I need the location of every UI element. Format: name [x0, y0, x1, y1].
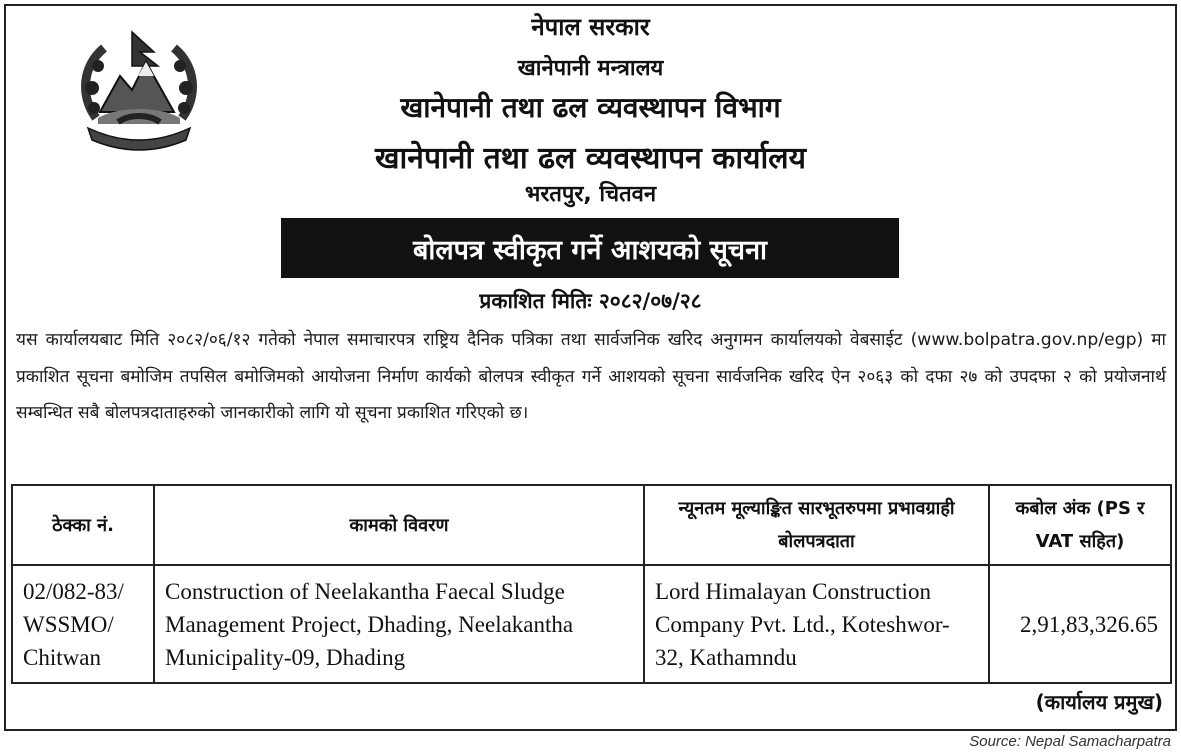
cell-bid-amount: 2,91,83,326.65 [989, 565, 1171, 683]
source-credit: Source: Nepal Samacharpatra [969, 733, 1171, 750]
header-bidder: न्यूनतम मूल्याङ्कित सारभूतरुपमा प्रभावग्राही बोलपत्रदाता [644, 485, 989, 565]
cell-work-description: Construction of Neelakantha Faecal Sludge Management Project, Dhading, Neelakantha Municipality-09, Dhading [154, 565, 644, 683]
header-bid-amount: कबोल अंक (PS र VAT सहित) [989, 485, 1171, 565]
published-date: प्रकाशित मितिः २०८२/०७/२८ [479, 289, 702, 313]
office-location: भरतपुर, चितवन [524, 182, 657, 207]
department-name: खानेपानी तथा ढल व्यवस्थापन विभाग [400, 91, 781, 124]
notice-title: बोलपत्र स्वीकृत गर्ने आशयको सूचना [281, 218, 899, 278]
award-table [11, 484, 1172, 684]
header-contract-no: ठेक्का नं. [12, 485, 154, 565]
table-header-row [12, 485, 1171, 565]
cell-bidder: Lord Himalayan Construction Company Pvt. Ltd., Koteshwor-32, Kathamndu [644, 565, 989, 683]
header-work-description: कामको विवरण [154, 485, 644, 565]
notice-body: यस कार्यालयबाट मिति २०८२/०६/१२ गतेको नेपाल समाचारपत्र राष्ट्रिय दैनिक पत्रिका तथा सार्वजनिक खरिद अनुगमन कार्यालयको वेबसाईट (www.bolpatra.gov.np/egp) मा प्रकाशित सूचना बमोजिम तपसिल बमोजिमको आयोजना निर्माण कार्यको बोलपत्र स्वीकृत गर्ने आशयको सूचना सार्वजनिक खरिद ऐन २०६३ को दफा २७ को उपदफा २ को प्रयोजनार्थ सम्बन्धित सबै बोलपत्रदाताहरुको जानकारीको लागि यो सूचना प्रकाशित गरिएको छ। [16, 330, 1166, 423]
cell-contract-no: 02/082-83/ WSSMO/ Chitwan [12, 565, 154, 683]
signature-label: (कार्यालय प्रमुख) [1035, 690, 1163, 714]
table-row [12, 565, 1171, 683]
office-name: खानेपानी तथा ढल व्यवस्थापन कार्यालय [375, 141, 806, 176]
ministry-name: खानेपानी मन्त्रालय [517, 56, 664, 81]
government-name: नेपाल सरकार [531, 13, 650, 41]
